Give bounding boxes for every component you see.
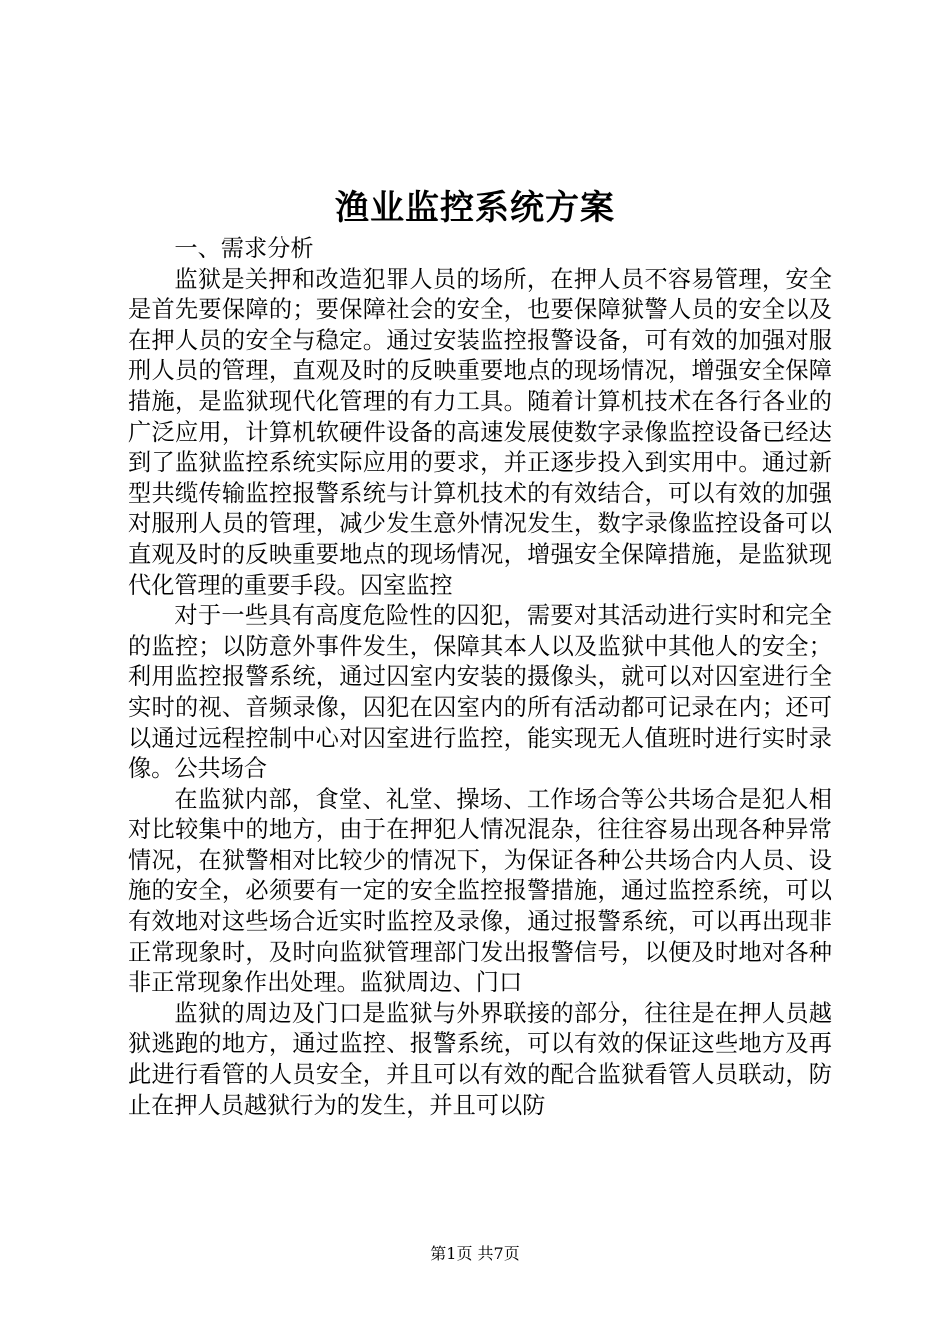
- section-heading: 一、需求分析: [174, 235, 314, 262]
- paragraph-4: 监狱的周边及门口是监狱与外界联接的部分，往往是在押人员越狱逃跑的地方，通过监控、报警系统，可以有效的保证这些地方及再此进行看管的人员安全，并且可以有效的配合监狱看管人员联动，防止在押人员越狱行为的发生，并且可以防: [128, 999, 832, 1119]
- paragraph-2: 对于一些具有高度危险性的囚犯，需要对其活动进行实时和完全的监控；以防意外事件发生，保障其本人以及监狱中其他人的安全；利用监控报警系统，通过囚室内安装的摄像头，就可以对囚室进行全实时的视、音频录像，囚犯在囚室内的所有活动都可记录在内；还可以通过远程控制中心对囚室进行监控，能实现无人值班时进行实时录像。公共场合: [128, 602, 832, 783]
- document-title: 渔业监控系统方案: [335, 188, 615, 228]
- paragraph-1: 监狱是关押和改造犯罪人员的场所，在押人员不容易管理，安全是首先要保障的；要保障社会的安全，也要保障狱警人员的安全以及在押人员的安全与稳定。通过安装监控报警设备，可有效的加强对服刑人员的管理，直观及时的反映重要地点的现场情况，增强安全保障措施，是监狱现代化管理的有力工具。随着计算机技术在各行各业的广泛应用，计算机软硬件设备的高速发展使数字录像监控设备已经达到了监狱监控系统实际应用的要求，并正逐步投入到实用中。通过新型共缆传输监控报警系统与计算机技术的有效结合，可以有效的加强对服刑人员的管理，减少发生意外情况发生，数字录像监控设备可以直观及时的反映重要地点的现场情况，增强安全保障措施，是监狱现代化管理的重要手段。囚室监控: [128, 265, 832, 599]
- page-footer: 第1页 共7页: [430, 1244, 520, 1263]
- document-body: [128, 234, 832, 1121]
- paragraph-3: 在监狱内部，食堂、礼堂、操场、工作场合等公共场合是犯人相对比较集中的地方，由于在押犯人情况混杂，往往容易出现各种异常情况，在狱警相对比较少的情况下，为保证各种公共场合内人员、设施的安全，必须要有一定的安全监控报警措施，通过监控系统，可以有效地对这些场合近实时监控及录像，通过报警系统，可以再出现非正常现象时，及时向监狱管理部门发出报警信号，以便及时地对各种非正常现象作出处理。监狱周边、门口: [128, 785, 832, 997]
